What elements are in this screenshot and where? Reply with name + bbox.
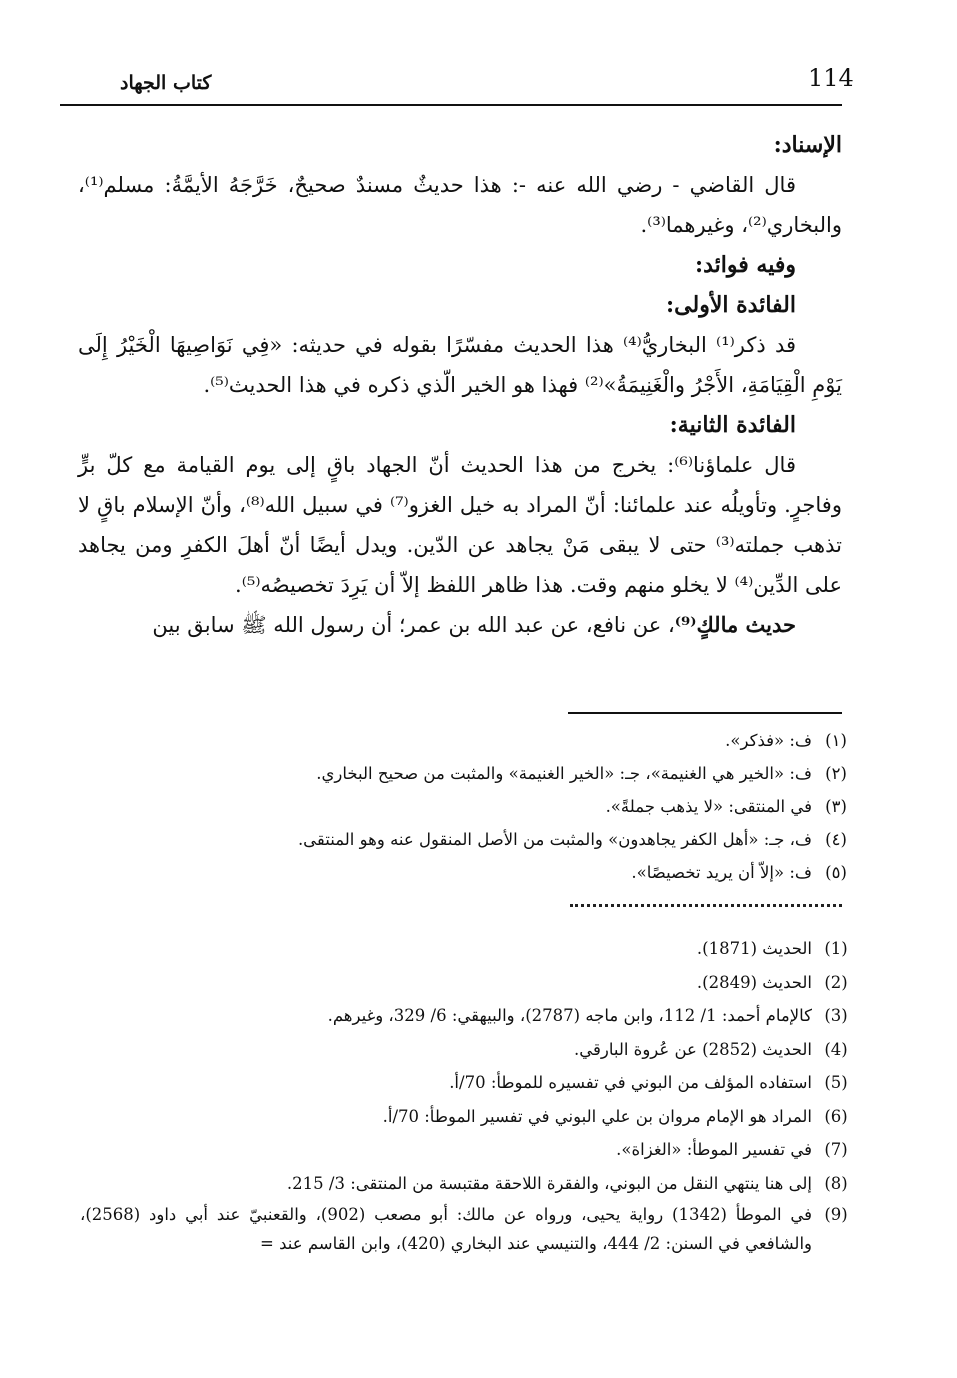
note-number: (6): [824, 1106, 848, 1126]
note-number: (1): [824, 939, 848, 958]
note-number: (٢): [825, 764, 847, 783]
paragraph-second-benefit: [78, 445, 842, 605]
note-number: (٤): [825, 830, 847, 849]
note-text: الحديث (2849).: [696, 972, 812, 992]
note-text: المراد هو الإمام مروان بن علي البوني في تفسير الموطأ: 70/أ.: [382, 1106, 812, 1126]
reference-note: [80, 1100, 860, 1134]
note-text: استفاده المؤلف من البوني في تفسيره للموطأ: 70/أ.: [449, 1073, 812, 1092]
first-benefit-heading: الفائدة الأولى:: [666, 292, 796, 318]
note-number: (8): [824, 1173, 848, 1193]
note-number: (9): [824, 1205, 848, 1224]
note-text: ف: «إلاّ أن يريد تخصيصًا».: [631, 863, 812, 882]
dotted-separator: [570, 904, 842, 911]
header-rule: [60, 104, 842, 106]
note-text: في الموطأ (1342) رواية يحيى، ورواه عن مالك: أبو مصعب (902)، والقعنبيّ عند أبي داود (2568)، والشافعي في السنن: 2/ 444، والتنيسي عند البخاري (420)، وابن القاسم عند =: [80, 1205, 813, 1253]
reference-note: [80, 1133, 860, 1167]
note-number: (2): [824, 972, 848, 992]
variant-note: [80, 724, 860, 757]
main-text: [78, 125, 842, 645]
note-number: (7): [824, 1140, 848, 1159]
note-text: ف: «فذكر».: [725, 731, 812, 750]
note-text: الحديث (2852) عن عُروة البارقي.: [573, 1039, 812, 1059]
variant-note: [80, 856, 860, 889]
reference-note: [80, 966, 860, 1000]
variant-note: [80, 790, 860, 823]
variant-note: [80, 823, 860, 856]
note-text: كالإمام أحمد: 1/ 112، وابن ماجه (2787)، والبيهقي: 6/ 329، وغيرهم.: [327, 1006, 812, 1025]
paragraph-isnad: قال القاضي - رضي الله عنه -: هذا حديثٌ مسندٌ صحيحٌ، خَرَّجَهُ الأيمَّةُ: مسلم⁽¹⁾، والبخاري⁽²⁾، وغيرهما⁽³⁾.: [78, 173, 842, 237]
reference-note: [80, 1167, 860, 1201]
note-number: (3): [824, 1006, 848, 1025]
note-text: ف، جـ: «أهل الكفر يجاهدون» والمثبت من الأصل المنقول عنه وهو المنتقى.: [297, 830, 812, 849]
note-number: (١): [825, 731, 847, 750]
footnote-rule: [568, 712, 842, 714]
reference-note: [80, 1066, 860, 1100]
paragraph-malik-hadith: [78, 605, 842, 645]
reference-notes: [80, 932, 860, 1258]
note-number: (٥): [825, 863, 847, 882]
second-benefit-heading: الفائدة الثانية:: [669, 412, 796, 438]
reference-note: [80, 1200, 860, 1258]
variant-notes: [80, 724, 860, 889]
running-title: كتاب الجهاد: [120, 72, 212, 94]
reference-note: [80, 999, 860, 1033]
note-text: في تفسير الموطأ: «الغزاة».: [616, 1140, 812, 1159]
hadith-title: حديث مالكٍ⁽⁹⁾: [674, 612, 796, 637]
note-text: إلى هنا ينتهي النقل من البوني، والفقرة اللاحقة مقتبسة من المنتقى: 3/ 215.: [286, 1173, 812, 1193]
note-text: في المنتقى: «لا يذهب جملةً».: [605, 797, 812, 816]
note-number: (5): [824, 1073, 848, 1092]
paragraph-first-benefit: قد ذكر⁽¹⁾ البخاريُّ⁽⁴⁾ هذا الحديث مفسّرًا بقوله في حديثه: «فِي نَوَاصِيهَا الْخَيْرُ إِلَى يَوْمِ الْقِيَامَةِ، الأَجْرُ والْغَنِيمَةُ»⁽²⁾ فهذا هو الخير الّذي ذكره في هذا الحديث⁽⁵⁾.: [78, 333, 842, 397]
isnad-heading: الإسناد:: [773, 132, 842, 158]
note-text: الحديث (1871).: [696, 939, 812, 958]
reference-note: [80, 1033, 860, 1067]
paragraph-second-benefit-text: قال علماؤنا⁽⁶⁾: يخرج من هذا الحديث أنّ الجهاد باقٍ إلى يوم القيامة مع كلّ برٍّ وفاجرٍ. وتأويلُه عند علمائنا: أنّ المراد به خيل الغزو⁽⁷⁾ في سبيل الله⁽⁸⁾، وأنّ الإسلام باقٍ لا تذهب جملته⁽³⁾ حتى لا يبقى مَنْ يجاهد عن الدّين. ويدل أيضًا أنّ أهلَ الكفرِ ومن يجاهد على الدِّين⁽⁴⁾ لا يخلو منهم وقت. هذا ظاهر اللفظ إلاّ أن يَرِدَ تخصيصُه⁽⁵⁾.: [78, 453, 842, 597]
note-text: ف: «الخير هي الغنيمة»، جـ: «الخير الغنيمة» والمثبت من صحيح البخاري.: [316, 764, 812, 783]
note-number: (4): [824, 1039, 848, 1059]
reference-note: [80, 932, 860, 966]
hadith-text: ، عن نافع، عن عبد الله بن عمر؛ أن رسول الله ﷺ سابق بين: [152, 613, 675, 637]
fawaid-heading: وفيه فوائد:: [694, 252, 796, 278]
variant-note: [80, 757, 860, 790]
page-number: 114: [808, 64, 854, 92]
page-header: [60, 62, 854, 104]
note-number: (٣): [825, 797, 847, 816]
